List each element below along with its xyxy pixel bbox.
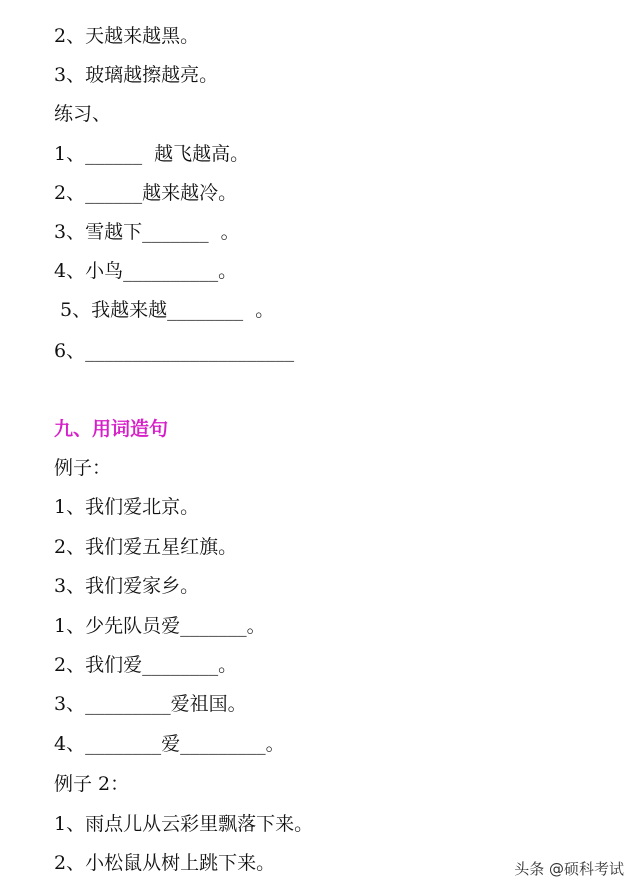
example-line: 2、小松鼠从树上跳下来。 (54, 852, 276, 874)
example-line: 2、天越来越黑。 (54, 25, 200, 47)
section-label: 例子： (54, 457, 112, 479)
exercise-line: 6、______________________ (54, 340, 295, 362)
section-heading: 九、用词造句 (54, 418, 169, 440)
example-line: 1、雨点儿从云彩里飘落下来。 (54, 813, 314, 835)
watermark: 头条 @硕科考试 (514, 860, 624, 878)
section-label: 练习、 (54, 103, 112, 125)
exercise-line: 3、_________爱祖国。 (54, 693, 247, 715)
section-label: 例子 2： (54, 773, 130, 795)
exercise-line: 4、小鸟__________。 (54, 260, 238, 282)
example-line: 3、我们爱家乡。 (54, 575, 200, 597)
example-line: 2、我们爱五星红旗。 (54, 536, 238, 558)
exercise-line: 2、我们爱________。 (54, 654, 238, 676)
exercise-line: 1、______ 越飞越高。 (54, 143, 250, 165)
exercise-line: 2、______越来越冷。 (54, 182, 238, 204)
example-line: 3、玻璃越擦越亮。 (54, 64, 219, 86)
exercise-line: 4、________爱_________。 (54, 733, 285, 755)
exercise-line: 5、我越来越________ 。 (54, 299, 275, 321)
exercise-line: 1、少先队员爱_______。 (54, 615, 266, 637)
example-line: 1、我们爱北京。 (54, 496, 200, 518)
exercise-line: 3、雪越下_______ 。 (54, 221, 240, 243)
